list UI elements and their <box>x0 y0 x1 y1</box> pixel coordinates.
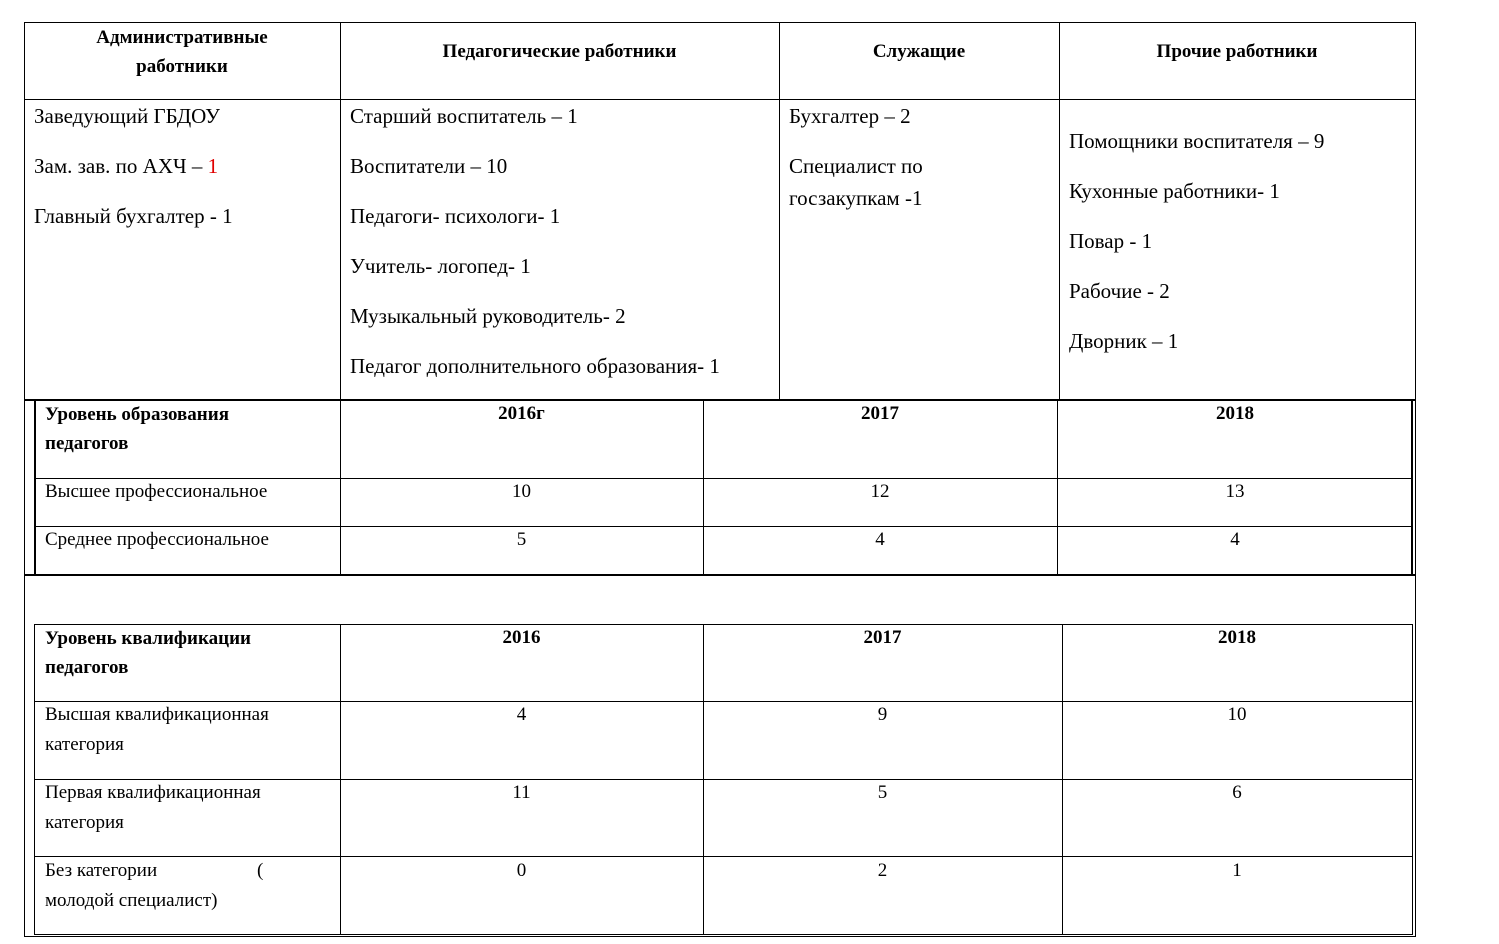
ped-item: Воспитатели – 10 <box>350 154 508 178</box>
education-title-line1: Уровень образования <box>45 404 229 425</box>
education-value: 10 <box>512 481 531 502</box>
admin-deputy-count: 1 <box>207 154 219 178</box>
admin-chief-accountant: Главный бухгалтер - 1 <box>34 204 233 228</box>
qualification-row-label: Без категории <box>45 860 158 881</box>
emp-accountant: Бухгалтер – 2 <box>789 104 911 128</box>
header-pedagogical: Педагогические работники <box>442 41 677 62</box>
qualification-title-line1: Уровень квалификации <box>45 628 251 649</box>
other-item: Помощники воспитателя – 9 <box>1069 129 1325 153</box>
education-value: 4 <box>1230 529 1240 550</box>
emp-procurement-line1: Специалист по <box>789 154 923 178</box>
education-title-line2: педагогов <box>45 433 129 454</box>
qualification-row-label: Высшая квалификационная <box>45 704 269 725</box>
qualification-row-label: категория <box>45 812 124 833</box>
other-item: Повар - 1 <box>1069 229 1153 253</box>
qualification-value: 2 <box>877 860 888 881</box>
qualification-value: 9 <box>877 704 888 725</box>
qualification-value: 5 <box>877 782 888 803</box>
qualification-year: 2017 <box>863 627 902 648</box>
header-administrative-line2: работники <box>136 56 228 77</box>
education-value: 13 <box>1225 481 1245 502</box>
qualification-value: 4 <box>516 704 527 725</box>
other-item: Кухонные работники- 1 <box>1069 179 1280 203</box>
education-year: 2018 <box>1216 403 1254 424</box>
admin-head: Заведующий ГБДОУ <box>34 104 221 128</box>
ped-item: Старший воспитатель – 1 <box>350 104 578 128</box>
qualification-row-label: молодой специалист) <box>45 890 218 911</box>
qualification-year: 2018 <box>1218 627 1256 648</box>
other-item: Дворник – 1 <box>1069 329 1179 353</box>
emp-procurement-line2: госзакупкам -1 <box>789 186 923 210</box>
admin-deputy <box>34 154 218 179</box>
education-row-label: Среднее профессиональное <box>45 529 269 550</box>
header-employees: Служащие <box>872 41 966 62</box>
ped-item: Учитель- логопед- 1 <box>350 254 531 278</box>
ped-item: Педагоги- психологи- 1 <box>350 204 561 228</box>
ped-item: Музыкальный руководитель- 2 <box>350 304 626 328</box>
qualification-value: 0 <box>516 860 527 881</box>
qualification-value: 10 <box>1227 704 1247 725</box>
header-administrative-line1: Административные <box>96 27 268 48</box>
education-value: 5 <box>516 529 527 550</box>
education-value: 12 <box>870 481 890 502</box>
qualification-row-paren: ( <box>257 860 264 881</box>
education-value: 4 <box>875 529 885 550</box>
admin-deputy-label: Зам. зав. по АХЧ – <box>34 154 208 178</box>
ped-item: Педагог дополнительного образования- 1 <box>350 354 720 378</box>
education-year: 2016г <box>498 403 545 424</box>
qualification-value: 11 <box>512 782 531 803</box>
qualification-year: 2016 <box>502 627 541 648</box>
qualification-value: 1 <box>1232 860 1242 881</box>
other-item: Рабочие - 2 <box>1069 279 1170 303</box>
header-others: Прочие работники <box>1156 41 1318 62</box>
qualification-row-label: Первая квалификационная <box>45 782 261 803</box>
qualification-value: 6 <box>1232 782 1242 803</box>
qualification-row-label: категория <box>45 734 124 755</box>
qualification-title-line2: педагогов <box>45 657 129 678</box>
education-row-label: Высшее профессиональное <box>45 481 268 502</box>
education-year: 2017 <box>861 403 899 424</box>
